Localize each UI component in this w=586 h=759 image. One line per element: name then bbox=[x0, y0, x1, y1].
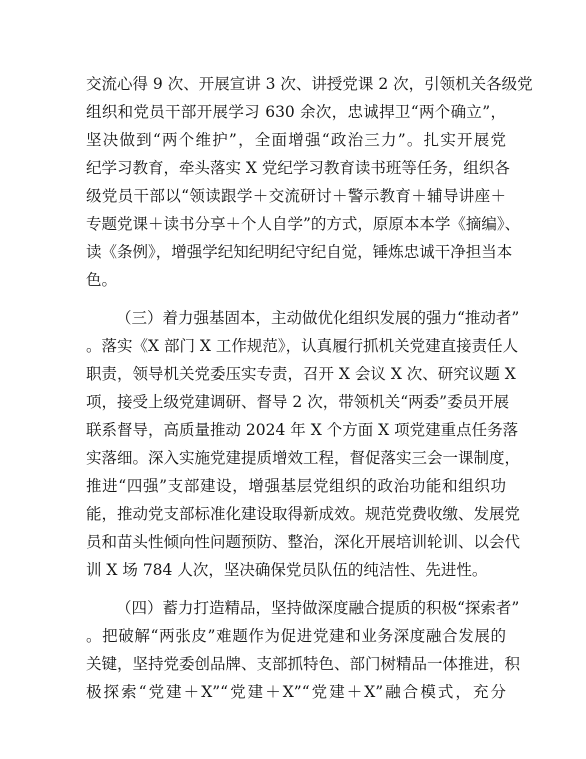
text-line: 极探索“党建＋X”“党建＋X”“党建＋X”融合模式，充分 bbox=[86, 683, 506, 701]
section-heading-line: （四）蓄力打造精品，坚持做深度融合提质的积极“探索者” bbox=[116, 599, 520, 617]
text-line: 交流心得 9 次、开展宣讲 3 次、讲授党课 2 次，引领机关各级党 bbox=[86, 75, 533, 93]
text-line: 。把破解“两张皮”难题作为促进党建和业务深度融合发展的 bbox=[86, 627, 506, 645]
text-line: 训 X 场 784 人次，坚决确保党员队伍的纯洁性、先进性。 bbox=[86, 561, 488, 579]
text-line: 纪学习教育，牵头落实 X 党纪学习教育读书班等任务，组织各 bbox=[86, 159, 510, 177]
text-line: 职责，领导机关党委压实专责，召开 X 会议 X 次、研究议题 X bbox=[86, 365, 516, 383]
text-line: 级党员干部以“领读跟学＋交流研讨＋警示教育＋辅导讲座＋ bbox=[86, 187, 506, 205]
text-line: 推进“四强”支部建设，增强基层党组织的政治功能和组织功 bbox=[86, 477, 506, 495]
text-line: 坚决做到“两个维护”，全面增强“政治三力”。扎实开展党 bbox=[86, 131, 506, 149]
text-line: 员和苗头性倾向性问题预防、整治，深化开展培训轮训、以会代 bbox=[86, 533, 521, 551]
text-line: 实落细。深入实施党建提质增效工程，督促落实三会一课制度， bbox=[86, 449, 521, 467]
text-line: 联系督导，高质量推动 2024 年 X 个方面 X 项党建重点任务落 bbox=[86, 421, 519, 439]
text-line: 专题党课＋读书分享＋个人自学”的方式，原原本本学《摘编》、 bbox=[86, 215, 521, 233]
text-line: 读《条例》，增强学纪知纪明纪守纪自觉，锤炼忠诚干净担当本 bbox=[86, 243, 513, 261]
text-line: 。落实《X 部门 X 工作规范》，认真履行抓机关党建直接责任人 bbox=[86, 337, 519, 355]
text-line: 色。 bbox=[86, 271, 118, 289]
section-heading-line: （三）着力强基固本，主动做优化组织发展的强力“推动者” bbox=[116, 309, 520, 327]
text-line: 关键，坚持党委创品牌、支部抓特色、部门树精品一体推进，积 bbox=[86, 655, 521, 673]
text-line: 能，推动党支部标准化建设取得新成效。规范党费收缴、发展党 bbox=[86, 505, 521, 523]
text-line: 项，接受上级党建调研、督导 2 次，带领机关“两委”委员开展 bbox=[86, 393, 510, 411]
text-line: 组织和党员干部开展学习 630 余次，忠诚捍卫“两个确立”， bbox=[86, 103, 506, 121]
